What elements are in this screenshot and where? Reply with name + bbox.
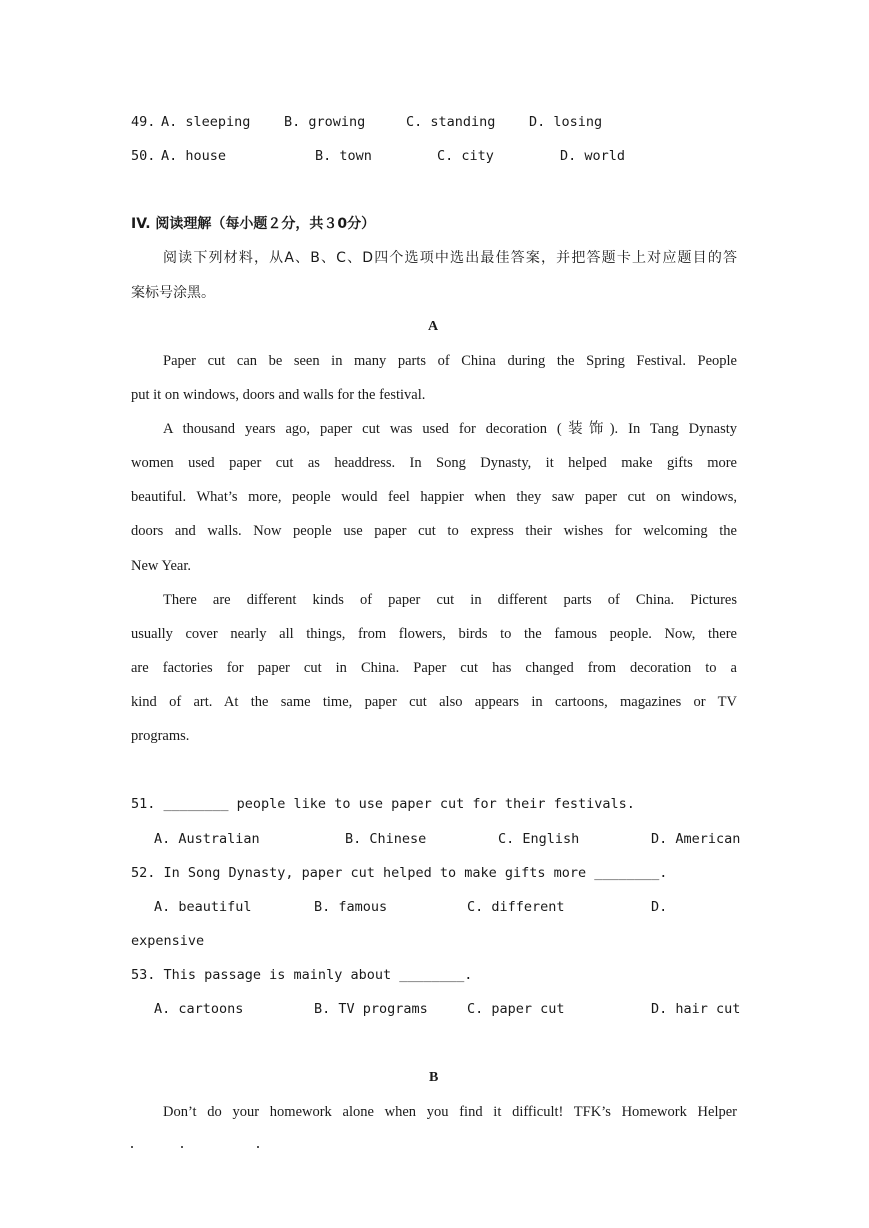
- section-heading: IV. 阅读理解（每小题２分，共３0分）: [131, 216, 376, 232]
- option-a: A. house: [161, 148, 227, 164]
- option-a: A. sleeping: [161, 114, 251, 130]
- option-a: A. Australian: [154, 831, 260, 847]
- option-a: A. cartoons: [154, 1001, 244, 1017]
- option-c: C. different: [467, 899, 565, 915]
- option-b: B. TV programs: [314, 1001, 428, 1017]
- passage-b-title: B: [429, 1070, 439, 1085]
- passage-line: A thousand years ago, paper cut was used for decoration (装饰). In Tang Dynasty: [163, 421, 737, 437]
- passage-a-title: A: [428, 319, 439, 334]
- option-c: C. English: [498, 831, 580, 847]
- option-d: D. losing: [529, 114, 603, 130]
- option-b: B. growing: [284, 114, 366, 130]
- option-d: D. hair cut: [651, 1001, 741, 1017]
- passage-line: New Year.: [131, 558, 192, 574]
- option-c: C. standing: [406, 114, 496, 130]
- option-a: A. beautiful: [154, 899, 252, 915]
- passage-line: Paper cut can be seen in many parts of China during the Spring Festival. People: [163, 353, 737, 369]
- option-c: C. city: [437, 148, 494, 164]
- option-d: D.: [651, 899, 668, 915]
- passage-line: programs.: [131, 728, 190, 744]
- option-b: B. town: [315, 148, 372, 164]
- question-stem: 52. In Song Dynasty, paper cut helped to make gifts more ________.: [131, 865, 668, 881]
- passage-line: beautiful. What’s more, people would feel happier when they saw paper cut on windows,: [131, 489, 737, 505]
- instruction-line-1: 阅读下列材料，从A、B、C、D四个选项中选出最佳答案，并把答题卡上对应题目的答: [163, 250, 737, 266]
- passage-line: There are different kinds of paper cut in different parts of China. Pictures: [163, 592, 737, 608]
- passage-line: are factories for paper cut in China. Paper cut has changed from decoration to a: [131, 660, 737, 676]
- passage-line: women used paper cut as headdress. In Song Dynasty, it helped make gifts more: [131, 455, 737, 471]
- option-d: D. American: [651, 831, 741, 847]
- option-b: B. Chinese: [345, 831, 427, 847]
- passage-b-line-1: Don’t do your homework alone when you find it difficult! TFK’s Homework Helper: [163, 1104, 737, 1120]
- question-stem: 53. This passage is mainly about ________.: [131, 967, 473, 983]
- option-d-text: expensive: [131, 933, 205, 949]
- instruction-line-2: 案标号涂黑。: [131, 285, 215, 301]
- question-stem: 51. ________ people like to use paper cut for their festivals.: [131, 796, 635, 812]
- passage-line: doors and walls. Now people use paper cut to express their wishes for welcoming the: [131, 523, 737, 539]
- passage-line: usually cover nearly all things, from flowers, birds to the famous people. Now, there: [131, 626, 737, 642]
- passage-line: put it on windows, doors and walls for the festival.: [131, 387, 426, 403]
- option-b: B. famous: [314, 899, 388, 915]
- option-d: D. world: [560, 148, 626, 164]
- option-c: C. paper cut: [467, 1001, 565, 1017]
- cutoff-line-fragment: [131, 1146, 271, 1152]
- passage-line: kind of art. At the same time, paper cut also appears in cartoons, magazines or TV: [131, 694, 737, 710]
- question-number: 49.: [131, 114, 156, 130]
- question-number: 50.: [131, 148, 156, 164]
